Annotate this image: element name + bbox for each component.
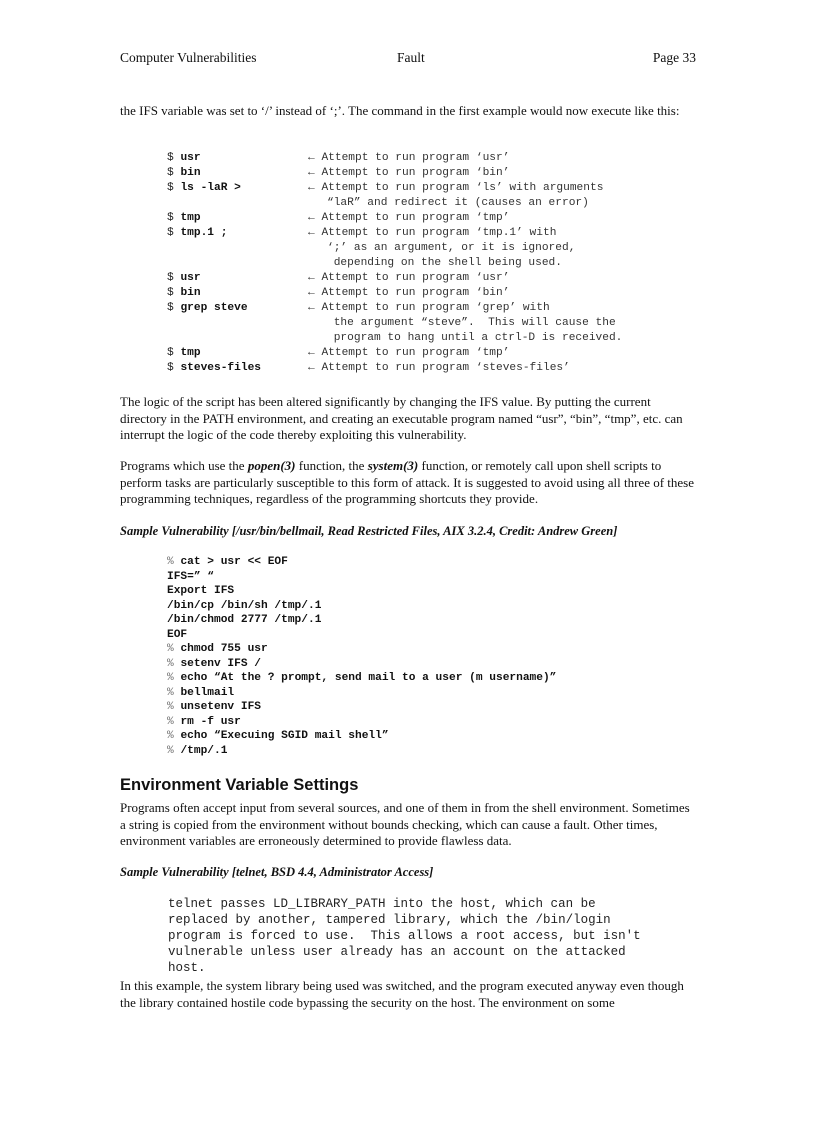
comment-text: Attempt to run program ‘grep’ with [321, 302, 550, 314]
left-arrow-icon: ← [308, 212, 315, 224]
code-line [167, 584, 556, 599]
comment-text: Attempt to run program ‘bin’ [321, 167, 510, 179]
comment-continuation-text: the argument “steve”. This will cause the [327, 317, 616, 329]
code-line [167, 686, 556, 701]
shell-prompt: $ [167, 152, 174, 164]
vulnerability-title-bellmail: Sample Vulnerability [/usr/bin/bellmail, Read Restricted Files, AIX 3.2.4, Credit: Andrew Green] [120, 524, 618, 538]
left-arrow-icon: ← [308, 227, 315, 239]
shell-prompt: $ [167, 272, 174, 284]
code-line [167, 671, 556, 686]
left-arrow-icon: ← [308, 272, 315, 284]
code-line: host. [168, 961, 206, 975]
shell-prompt: % [167, 556, 174, 568]
environment-paragraph: Programs often accept input from several sources, and one of them in from the shell environment. Sometimes a string is copied from the environment without bounds checking, which can cause a fault. Other times, environment variables are erroneously determined to provide flawless data. [120, 800, 690, 848]
shell-prompt: % [167, 730, 174, 742]
logic-paragraph: The logic of the script has been altered significantly by changing the IFS value. By putting the current directory in the PATH environment, and creating an executable program named “usr”, “bin”, “tmp”, etc. can interrupt the logic of the code thereby exploiting this vulnerability. [120, 394, 683, 442]
code-text: /bin/cp /bin/sh /tmp/.1 [167, 599, 322, 612]
command-text: tmp [180, 347, 201, 359]
code-text: echo “At the ? prompt, send mail to a user (m username)” [180, 672, 557, 684]
code-line [167, 570, 556, 585]
shell-prompt: $ [167, 362, 174, 374]
shell-prompt: % [167, 701, 174, 713]
command-text: steves-files [180, 362, 262, 374]
comment-text: Attempt to run program ‘tmp’ [321, 212, 510, 224]
shell-prompt: $ [167, 167, 174, 179]
page-header [120, 50, 696, 68]
comment-continuation-text: depending on the shell being used. [327, 257, 562, 269]
code-text: Export IFS [167, 585, 235, 597]
popen-text-mid: function, the [295, 458, 368, 473]
ifs-command [167, 226, 227, 241]
code-text: chmod 755 usr [180, 643, 268, 655]
comment-text: Attempt to run program ‘usr’ [321, 272, 510, 284]
command-text: tmp.1 ; [180, 227, 228, 239]
ifs-comment [308, 166, 509, 181]
ifs-command [167, 181, 241, 196]
code-text: setenv IFS / [180, 657, 262, 670]
ifs-comment [308, 361, 570, 376]
code-line: vulnerable unless user already has an account on the attacked [168, 945, 626, 959]
popen-function: popen(3) [247, 458, 296, 473]
ifs-comment [308, 151, 509, 166]
command-text: ls -laR > [180, 182, 241, 194]
code-text: echo “Execuing SGID mail shell” [180, 730, 389, 742]
shell-prompt: % [167, 686, 174, 699]
code-text: bellmail [180, 686, 235, 699]
code-line [167, 599, 556, 614]
code-text: cat > usr << EOF [180, 556, 288, 568]
code-line: telnet passes LD_LIBRARY_PATH into the host, which can be [168, 897, 596, 911]
ifs-command [167, 166, 201, 181]
shell-prompt: % [167, 643, 174, 655]
left-arrow-icon: ← [308, 152, 315, 164]
left-arrow-icon: ← [308, 347, 315, 359]
shell-prompt: $ [167, 347, 174, 359]
command-text: bin [180, 287, 201, 299]
command-text: tmp [180, 212, 201, 224]
code-line [167, 613, 556, 628]
shell-prompt: % [167, 672, 174, 684]
code-line [167, 700, 556, 715]
ifs-command [167, 361, 261, 376]
ifs-comment [308, 346, 509, 361]
ifs-comment [308, 181, 603, 196]
comment-text: Attempt to run program ‘tmp.1’ with [321, 227, 557, 239]
code-line [167, 642, 556, 657]
comment-text: Attempt to run program ‘steves-files’ [321, 362, 570, 374]
left-arrow-icon: ← [308, 167, 315, 179]
command-text: bin [180, 167, 201, 179]
ifs-command [167, 286, 201, 301]
final-paragraph: In this example, the system library being used was switched, and the program executed anyway even though the library contained hostile code bypassing the security on the host. The environment on some [120, 978, 684, 1010]
code-line: replaced by another, tampered library, which the /bin/login [168, 913, 611, 927]
code-text: IFS=” “ [167, 570, 214, 583]
popen-paragraph [120, 458, 695, 508]
code-line [167, 657, 556, 672]
left-arrow-icon: ← [308, 182, 315, 194]
popen-text-after: function, or remotely call upon shell scripts to perform tasks are particularly susceptible to this form of attack. It is suggested to avoid using all three of these programming techniques, regardless of the programming shortcuts they provide. [120, 458, 695, 506]
code-line [167, 628, 556, 643]
left-arrow-icon: ← [308, 362, 315, 374]
comment-continuation-text: “laR” and redirect it (causes an error) [327, 197, 589, 209]
shell-prompt: $ [167, 212, 174, 224]
code-text: EOF [167, 628, 188, 641]
command-text: usr [180, 272, 201, 284]
header-page-number: Page 33 [652, 50, 696, 65]
shell-prompt: % [167, 715, 174, 728]
telnet-description-code [168, 896, 641, 976]
comment-text: Attempt to run program ‘bin’ [321, 287, 510, 299]
comment-text: Attempt to run program ‘ls’ with arguments [321, 182, 604, 194]
code-line [167, 744, 556, 759]
vulnerability-title-telnet: Sample Vulnerability [telnet, BSD 4.4, Administrator Access] [120, 865, 434, 879]
ifs-comment [308, 286, 509, 301]
command-text: usr [180, 152, 201, 164]
ifs-command [167, 211, 201, 226]
shell-prompt: % [167, 744, 174, 757]
ifs-command [167, 151, 201, 166]
shell-prompt: $ [167, 302, 174, 314]
header-chapter: Fault [397, 50, 425, 65]
comment-text: Attempt to run program ‘tmp’ [321, 347, 510, 359]
ifs-command [167, 271, 201, 286]
section-heading: Environment Variable Settings [120, 776, 359, 794]
intro-paragraph: the IFS variable was set to ‘/’ instead of ‘;’. The command in the first example would now execute like this: [120, 103, 680, 118]
left-arrow-icon: ← [308, 287, 315, 299]
ifs-command [167, 346, 201, 361]
bellmail-exploit-code [167, 555, 556, 758]
comment-text: Attempt to run program ‘usr’ [321, 152, 510, 164]
shell-prompt: $ [167, 287, 174, 299]
command-text: grep steve [180, 302, 248, 314]
code-text: /tmp/.1 [180, 744, 228, 757]
code-text: /bin/chmod 2777 /tmp/.1 [167, 614, 322, 626]
popen-text-before: Programs which use the [120, 458, 248, 473]
code-line: program is forced to use. This allows a root access, but isn't [168, 929, 641, 943]
ifs-comment [308, 301, 550, 316]
code-line [167, 555, 556, 570]
code-text: unsetenv IFS [180, 701, 262, 713]
shell-prompt: $ [167, 227, 174, 239]
header-doc-title: Computer Vulnerabilities [120, 50, 257, 65]
code-line [167, 729, 556, 744]
left-arrow-icon: ← [308, 302, 315, 314]
code-line [167, 715, 556, 730]
comment-continuation-text: program to hang until a ctrl-D is received. [327, 332, 623, 344]
ifs-comment [308, 211, 509, 226]
code-text: rm -f usr [180, 715, 241, 728]
shell-prompt: % [167, 657, 174, 670]
system-function: system(3) [367, 458, 419, 473]
comment-continuation-text: ‘;’ as an argument, or it is ignored, [327, 242, 576, 254]
ifs-comment [308, 271, 509, 286]
ifs-comment [308, 226, 556, 241]
ifs-command [167, 301, 248, 316]
shell-prompt: $ [167, 182, 174, 194]
